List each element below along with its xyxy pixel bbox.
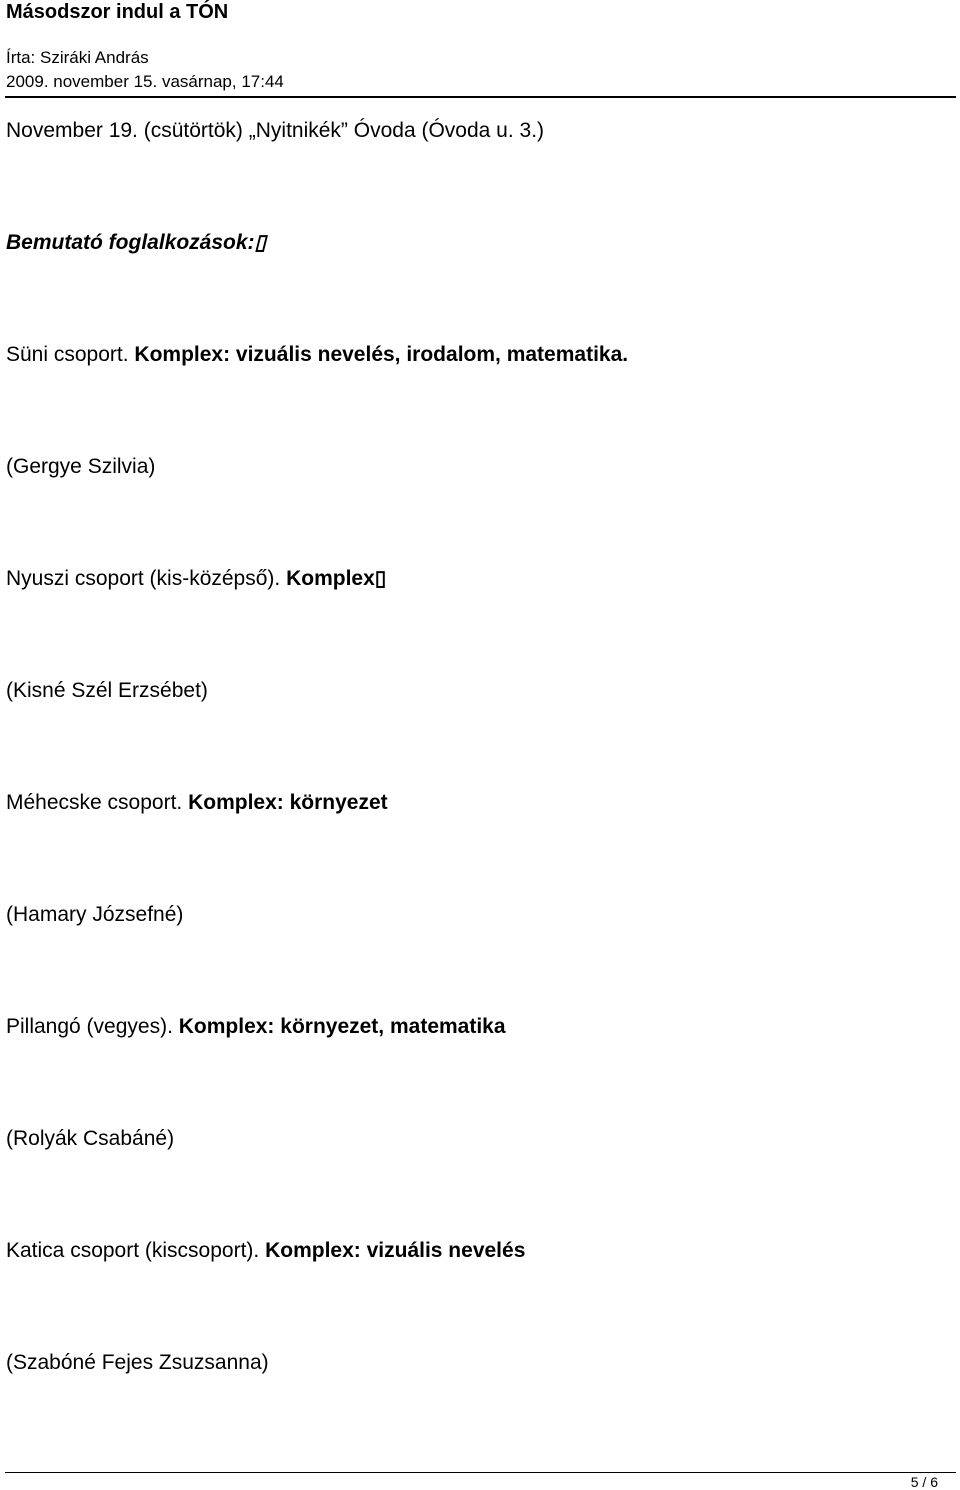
group-program: Komplex: környezet xyxy=(188,791,388,814)
group-paragraph xyxy=(6,1014,506,1040)
group-name: Nyuszi csoport (kis-középső). xyxy=(6,567,287,590)
group-name: Süni csoport. xyxy=(6,343,135,366)
header-divider xyxy=(5,96,956,98)
teacher-name: (Rolyák Csabáné) xyxy=(6,1127,175,1150)
missing-glyph-icon: ▯ xyxy=(254,231,267,254)
teacher-name: (Hamary Józsefné) xyxy=(6,903,184,926)
teacher-name: (Gergye Szilvia) xyxy=(6,455,156,478)
group-program: Komplex: környezet, matematika xyxy=(178,1015,506,1038)
group-program: Komplex xyxy=(286,567,375,590)
teacher-name: (Szabóné Fejes Zsuzsanna) xyxy=(6,1351,269,1374)
missing-glyph-icon: ▯ xyxy=(374,567,387,590)
article-date: 2009. november 15. vasárnap, 17:44 xyxy=(6,72,284,91)
section-subheading-text: Bemutató foglalkozások: xyxy=(6,231,255,254)
group-paragraph xyxy=(6,342,628,368)
group-paragraph xyxy=(6,566,386,592)
group-paragraph xyxy=(6,790,388,816)
section-subheading xyxy=(6,230,266,256)
group-name: Katica csoport (kiscsoport). xyxy=(6,1239,266,1262)
group-name: Méhecske csoport. xyxy=(6,791,189,814)
teacher-name: (Kisné Szél Erzsébet) xyxy=(6,679,208,702)
intro-paragraph: November 19. (csütörtök) „Nyitnikék” Óvoda (Óvoda u. 3.) xyxy=(6,119,545,142)
article-title: Másodszor indul a TÓN xyxy=(6,1,229,23)
group-program: Komplex: vizuális nevelés, irodalom, matematika. xyxy=(134,343,629,366)
article-author: Írta: Sziráki András xyxy=(6,48,149,67)
page-number: 5 / 6 xyxy=(910,1474,938,1490)
group-paragraph xyxy=(6,1238,525,1264)
group-program: Komplex: vizuális nevelés xyxy=(265,1239,526,1262)
group-name: Pillangó (vegyes). xyxy=(6,1015,179,1038)
footer-divider xyxy=(5,1472,956,1473)
